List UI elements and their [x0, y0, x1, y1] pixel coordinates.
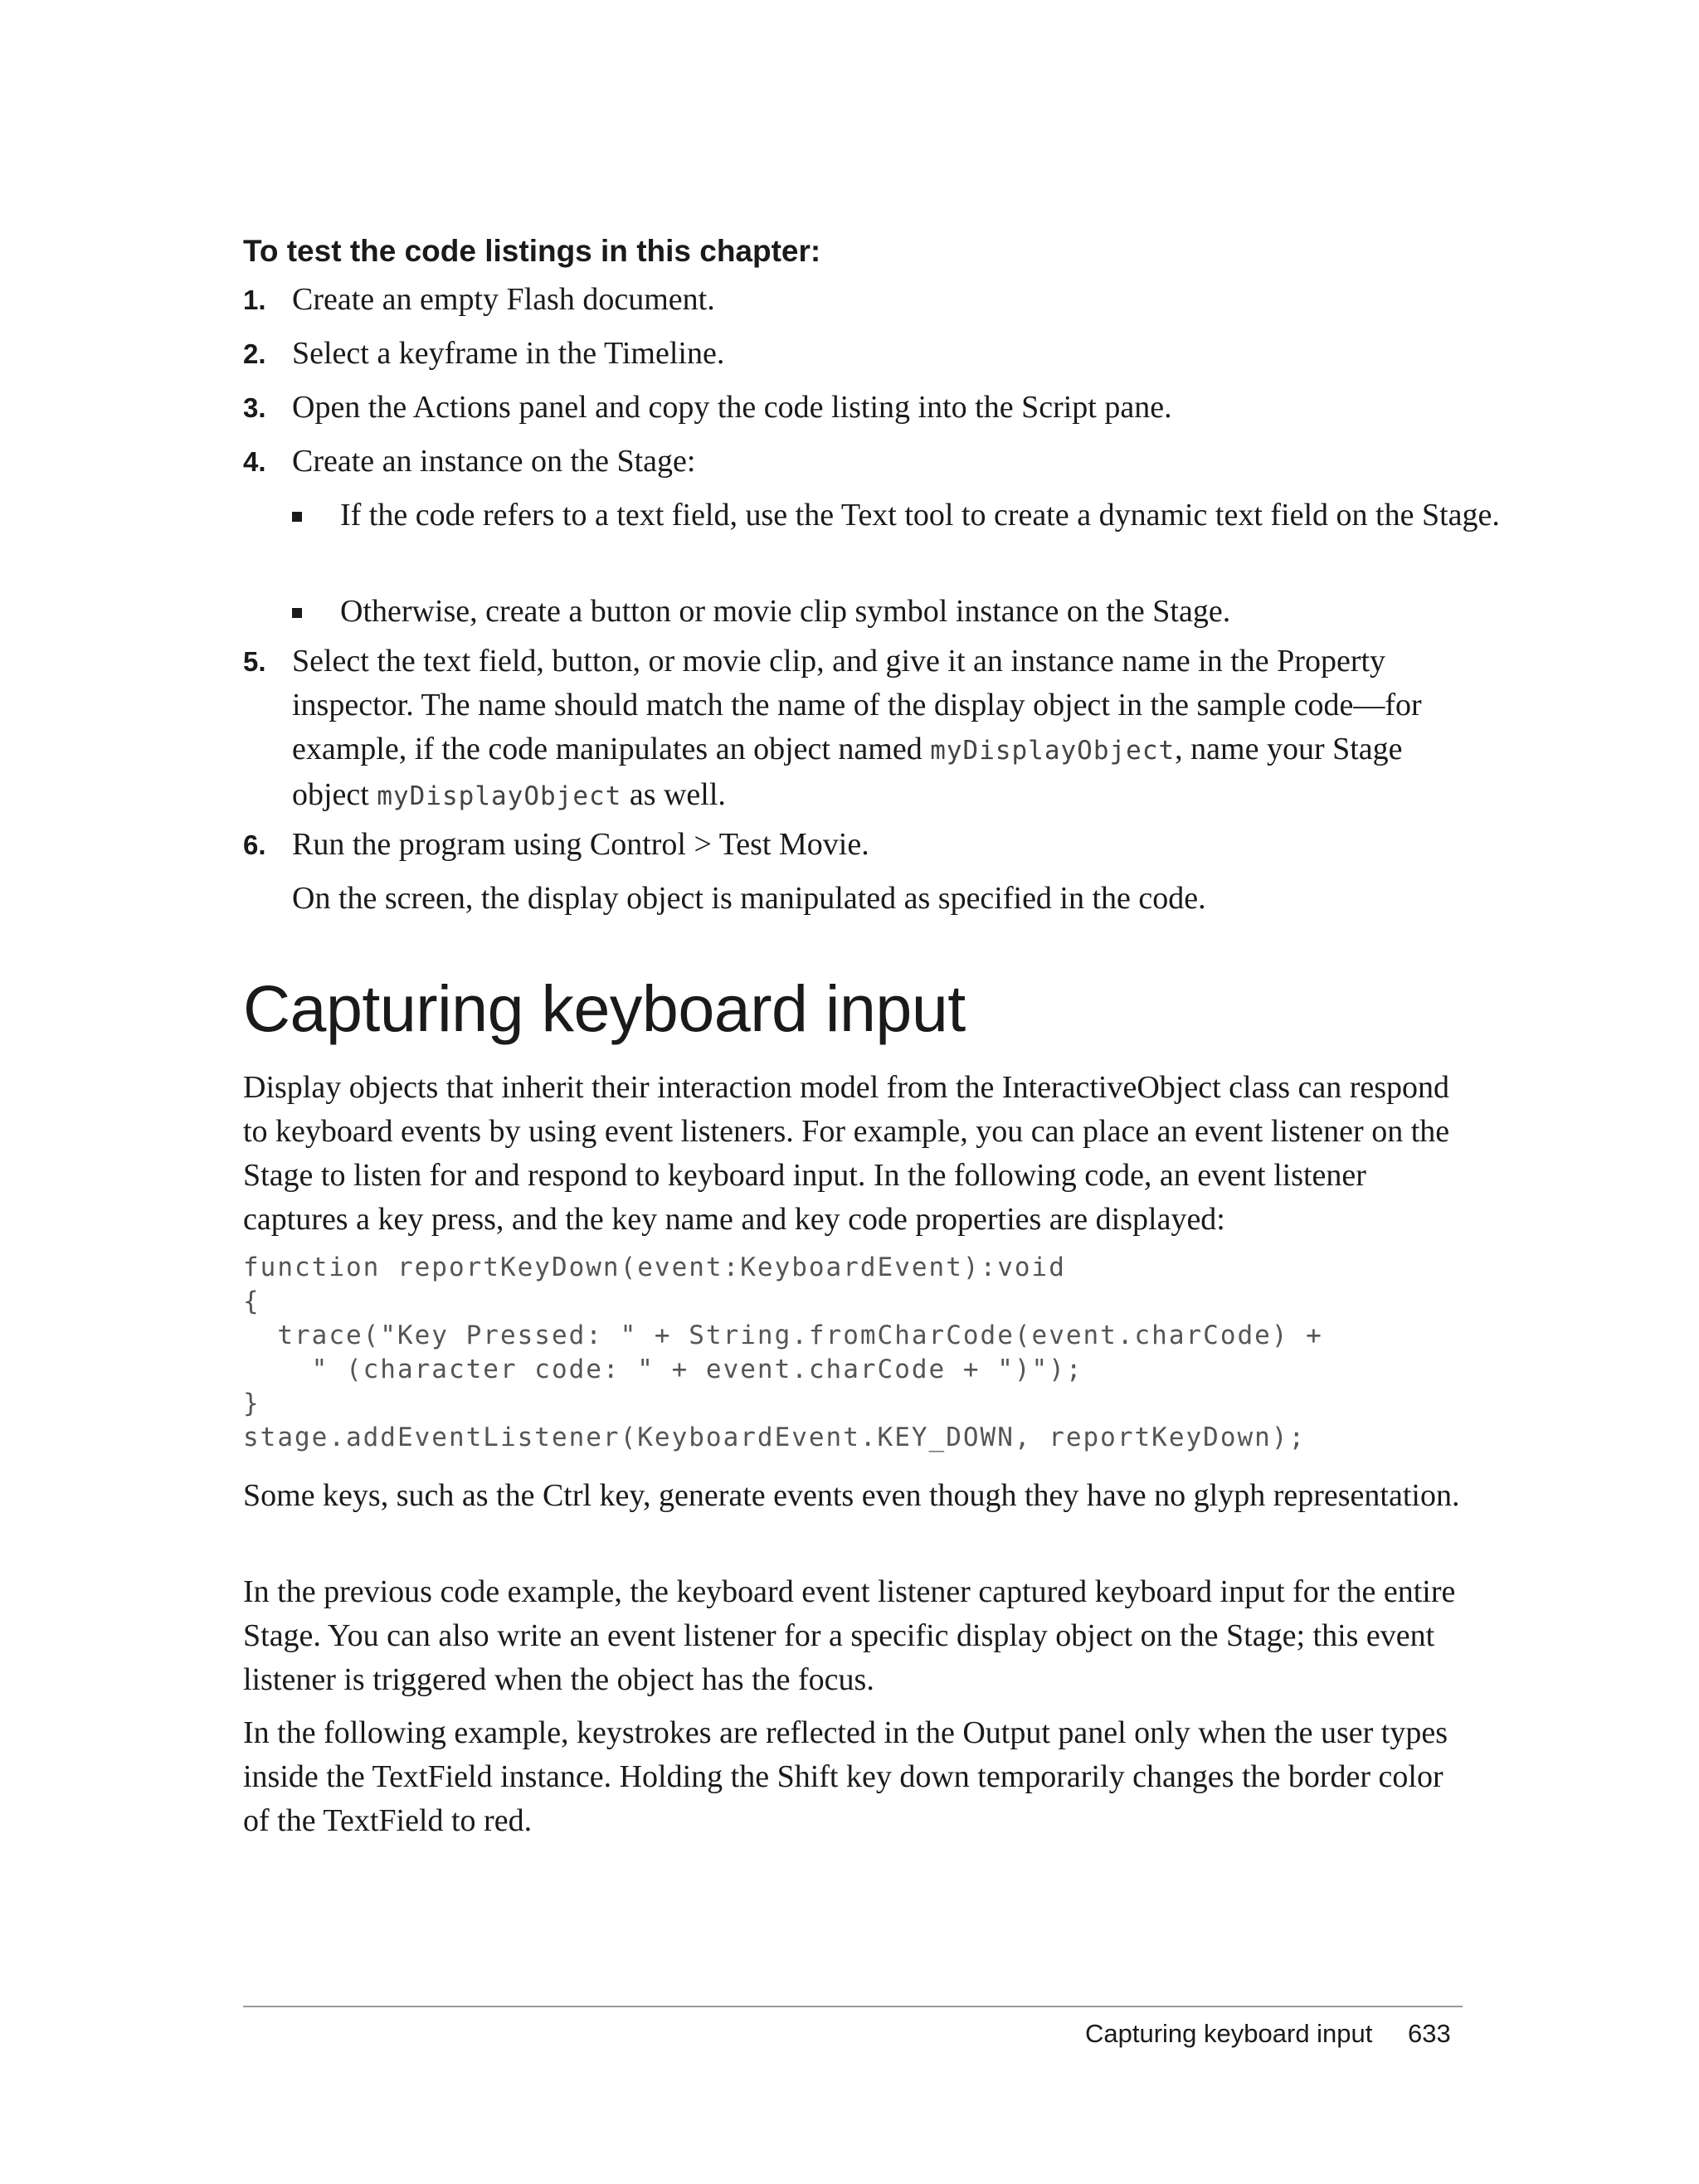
intro-paragraph: Display objects that inherit their interaction model from the InteractiveObject class can respond to keyboard events by using event listeners. For example, you can place an event listener on the Stage to listen for and respond to keyboard input. In the following code, an event listener captures a key press, and the key name and key code properties are displayed: — [243, 1070, 1450, 1237]
bullet-marker — [292, 608, 302, 618]
step-number: 4. — [243, 446, 266, 477]
inline-code: myDisplayObject — [377, 781, 622, 811]
page-number: 633 — [1408, 2019, 1451, 2048]
step-text: Select a keyframe in the Timeline. — [292, 336, 725, 371]
inline-code: myDisplayObject — [930, 736, 1176, 766]
paragraph: In the previous code example, the keyboard event listener captured keyboard input for the entire Stage. You can also write an event listener for a specific display object on the Stage; this event listener is triggered when the object has the focus. — [243, 1574, 1456, 1697]
footer-title: Capturing keyboard input — [1085, 2019, 1373, 2048]
section-heading: Capturing keyboard input — [243, 971, 966, 1045]
step-number: 1. — [243, 285, 266, 315]
code-listing: function reportKeyDown(event:KeyboardEvent):void { trace("Key Pressed: " + String.fromCharCode(event.charCode) + " (character code: " + event.charCode + ")"); } stage.addEventListener(KeyboardEvent.KEY_DOWN, reportKeyDown); — [243, 1253, 1323, 1452]
bullet-marker — [292, 512, 302, 522]
procedure-title: To test the code listings in this chapter: — [243, 234, 821, 268]
step-text: Create an empty Flash document. — [292, 282, 715, 317]
paragraph: In the following example, keystrokes are reflected in the Output panel only when the user types inside the TextField instance. Holding the Shift key down temporarily changes the border color of the TextField to red. — [243, 1715, 1448, 1838]
step-text: Open the Actions panel and copy the code listing into the Script pane. — [292, 390, 1172, 425]
step-text-part: Select the text field, button, or movie clip, and give it an instance name in the Property inspector. The name should match the name of the display object in the sample code—for example, if the code manipulates an object named — [292, 644, 1422, 766]
step-number: 3. — [243, 392, 266, 423]
step-text: Create an instance on the Stage: — [292, 444, 696, 479]
step-text-part: , name your Stage object — [292, 732, 1403, 812]
step-number: 2. — [243, 338, 266, 369]
bullet-text: Otherwise, create a button or movie clip symbol instance on the Stage. — [340, 594, 1231, 629]
step-text: Run the program using Control > Test Movie. — [292, 827, 869, 862]
bullet-text: If the code refers to a text field, use the Text tool to create a dynamic text field on the Stage. — [340, 498, 1500, 533]
step-number: 6. — [243, 829, 266, 860]
step-text-part: as well. — [621, 777, 726, 812]
step-result: On the screen, the display object is manipulated as specified in the code. — [292, 881, 1206, 916]
paragraph: Some keys, such as the Ctrl key, generate events even though they have no glyph representation. — [243, 1478, 1460, 1513]
footer-divider — [243, 2006, 1463, 2007]
step-number: 5. — [243, 646, 266, 677]
step-text — [292, 640, 1470, 819]
